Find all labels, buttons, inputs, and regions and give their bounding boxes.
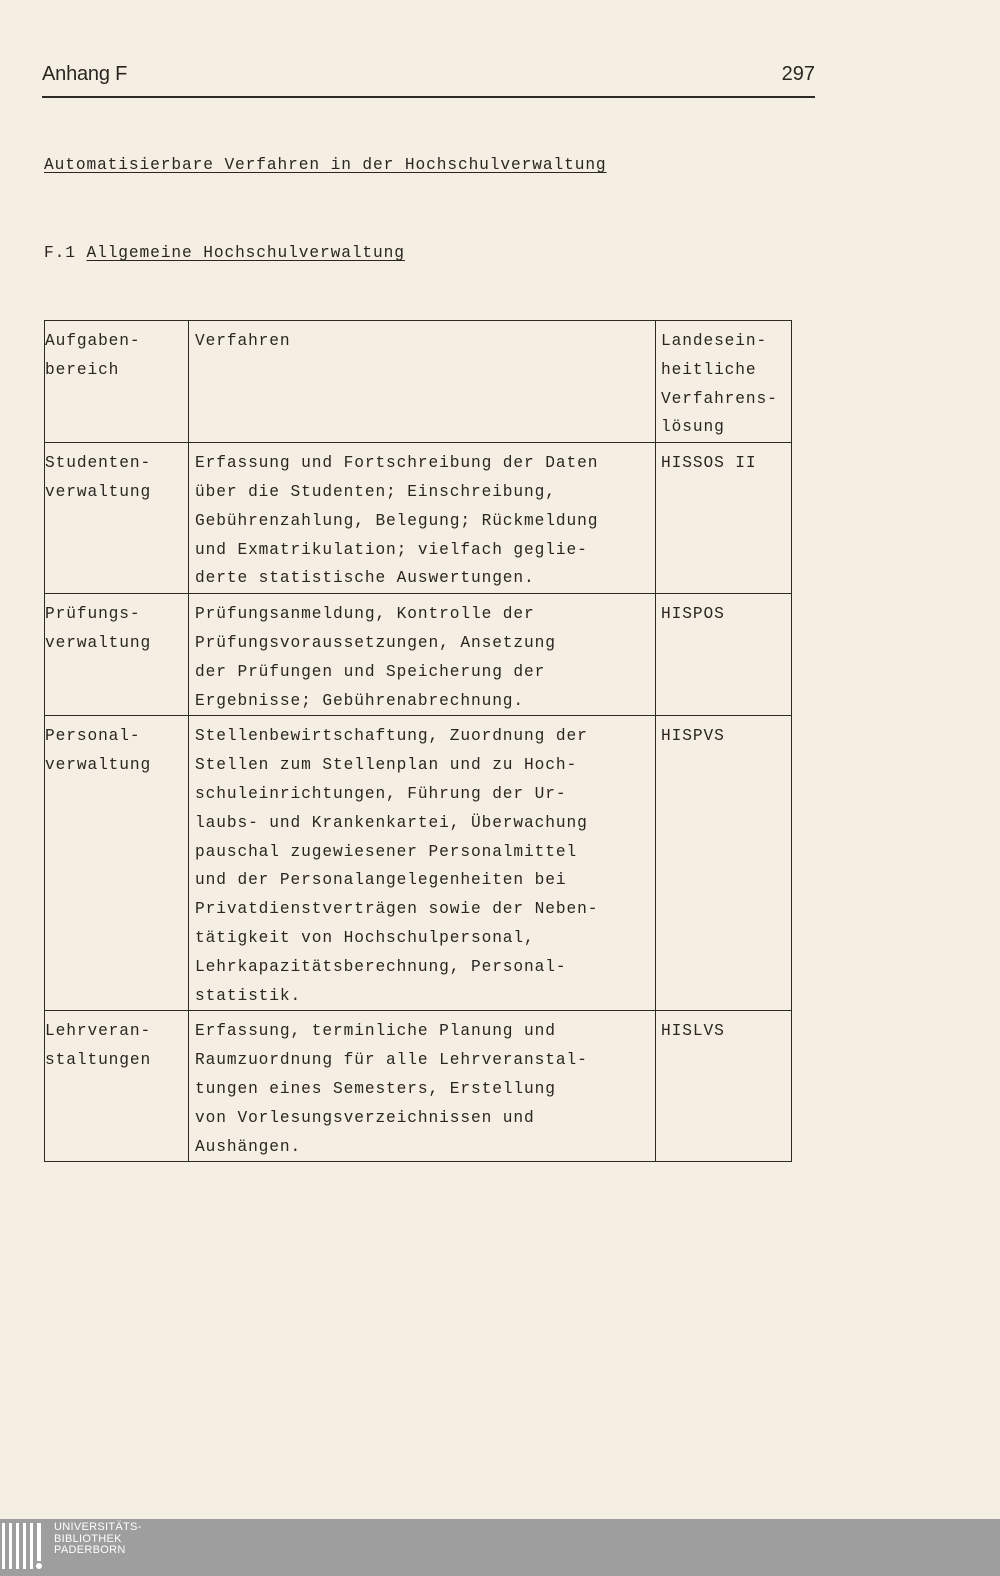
table-header-row bbox=[45, 321, 792, 443]
cell-area: Personal- verwaltung bbox=[45, 716, 189, 1011]
library-name-line: BIBLIOTHEK bbox=[54, 1532, 122, 1545]
table-row bbox=[45, 443, 792, 594]
section-number: F.1 bbox=[44, 244, 76, 262]
page-number: 297 bbox=[781, 63, 815, 85]
cell-solution: HISPOS bbox=[656, 594, 792, 716]
library-barcode-logo-icon bbox=[0, 1521, 48, 1571]
library-name-line: PADERBORN bbox=[54, 1544, 126, 1556]
library-name-line: UNIVERSITÄTS- bbox=[54, 1521, 142, 1533]
procedures-table bbox=[44, 320, 783, 1162]
table-row bbox=[45, 594, 792, 716]
section-title: Allgemeine Hochschulverwaltung bbox=[86, 244, 405, 262]
table-row bbox=[45, 716, 792, 1011]
cell-solution: HISSOS II bbox=[656, 443, 792, 594]
library-footer-bar bbox=[0, 1519, 1000, 1576]
document-title: Automatisierbare Verfahren in der Hochschulverwaltung bbox=[44, 156, 607, 174]
cell-procedure: Stellenbewirtschaftung, Zuordnung der Stellen zum Stellenplan und zu Hoch- schuleinrichtungen, Führung der Ur- laubs- und Krankenkartei, Überwachung pauschal zugewiesener Personalmittel und der Personalangelegenheiten bei Privatdienstverträgen sowie der Neben- tätigkeit von Hochschulpersonal, Lehrkapazitätsberechnung, Personal- statistik. bbox=[189, 716, 656, 1011]
cell-solution: HISLVS bbox=[656, 1011, 792, 1162]
cell-solution: HISPVS bbox=[656, 716, 792, 1011]
cell-procedure: Prüfungsanmeldung, Kontrolle der Prüfungsvoraussetzungen, Ansetzung der Prüfungen und Speicherung der Ergebnisse; Gebührenabrechnung. bbox=[189, 594, 656, 716]
cell-procedure: Erfassung und Fortschreibung der Daten über die Studenten; Einschreibung, Gebührenzahlung, Belegung; Rückmeldung und Exmatrikulation; vielfach geglie- derte statistische Auswertungen. bbox=[189, 443, 656, 594]
library-name bbox=[54, 1522, 142, 1557]
header-cell-solution: Landesein- heitliche Verfahrens- lösung bbox=[656, 321, 792, 443]
page-header bbox=[42, 60, 815, 98]
cell-area: Prüfungs- verwaltung bbox=[45, 594, 189, 716]
running-head: Anhang F bbox=[42, 63, 128, 85]
cell-area: Lehrveran- staltungen bbox=[45, 1011, 189, 1162]
section-heading bbox=[44, 244, 405, 262]
header-cell-procedure: Verfahren bbox=[189, 321, 656, 443]
cell-procedure: Erfassung, terminliche Planung und Raumzuordnung für alle Lehrveranstal- tungen eines Semesters, Erstellung von Vorlesungsverzeichnissen und Aushängen. bbox=[189, 1011, 656, 1162]
table-row bbox=[45, 1011, 792, 1162]
header-cell-area: Aufgaben- bereich bbox=[45, 321, 189, 443]
cell-area: Studenten- verwaltung bbox=[45, 443, 189, 594]
